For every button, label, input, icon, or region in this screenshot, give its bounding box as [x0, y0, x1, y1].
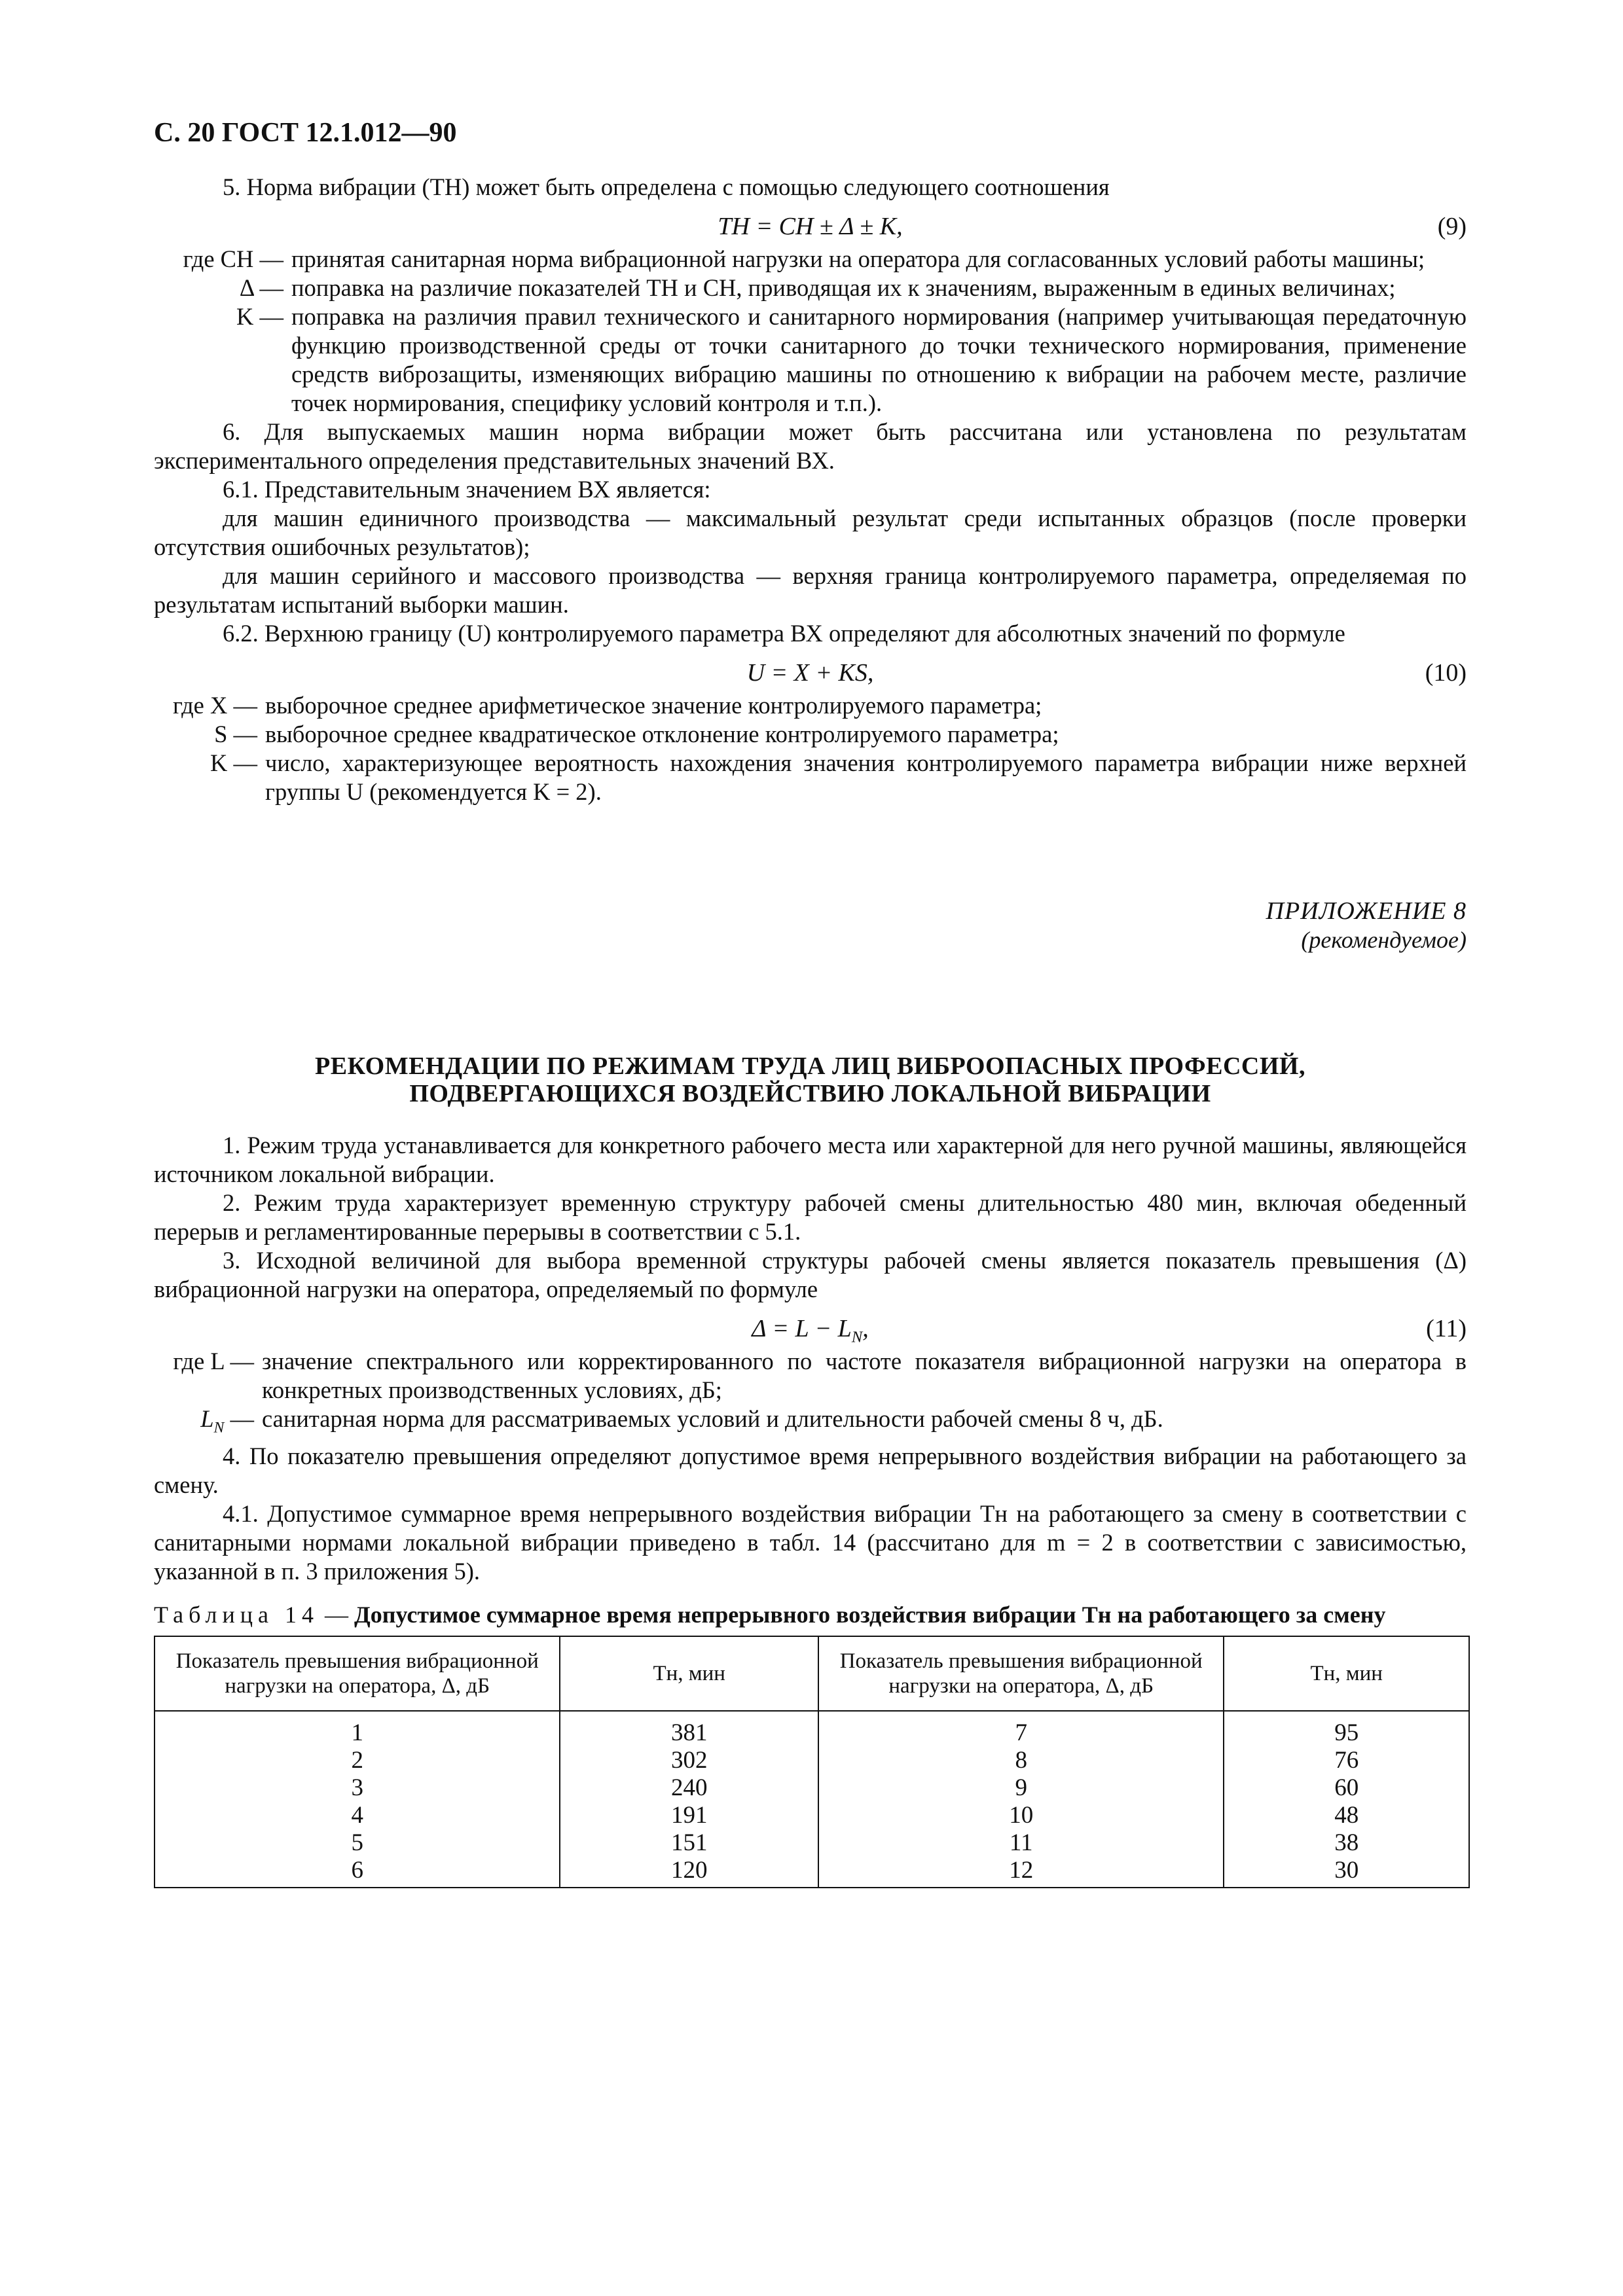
table-cell: 1	[155, 1711, 560, 1747]
definition-term-symbol: L	[200, 1405, 214, 1432]
table-cell: 2	[155, 1747, 560, 1774]
formula-10	[154, 658, 1467, 687]
table-caption-dash: —	[318, 1602, 354, 1628]
table-row	[155, 1829, 1469, 1857]
table-caption-title: Допустимое суммарное время непрерывного воздействия вибрации Tн на работающего за смену	[354, 1602, 1386, 1628]
formula-11-number: (11)	[1426, 1315, 1467, 1342]
definition-term: Δ —	[239, 274, 283, 301]
table-cell: 4	[155, 1802, 560, 1829]
table-header-row	[155, 1636, 1469, 1711]
table-header-cell: Показатель превышения вибрационной нагрузки на оператора, Δ, дБ	[818, 1636, 1224, 1711]
table-row	[155, 1774, 1469, 1802]
table-cell: 11	[818, 1829, 1224, 1857]
table-cell: 10	[818, 1802, 1224, 1829]
formula-11-main: Δ = L − L	[752, 1315, 852, 1342]
formula-9	[154, 212, 1467, 241]
table-cell: 30	[1224, 1857, 1469, 1888]
table-cell: 7	[818, 1711, 1224, 1747]
definition-term: где СН —	[183, 245, 283, 272]
formula-9-expression: ТН = СН ± Δ ± K,	[718, 213, 903, 240]
definition-term: K —	[210, 749, 257, 776]
definition-term: где X —	[172, 692, 257, 719]
table-cell: 191	[560, 1802, 818, 1829]
formula-9-definitions	[154, 245, 1467, 418]
table-cell: 151	[560, 1829, 818, 1857]
formula-11-tail: ,	[862, 1315, 869, 1342]
table-cell: 48	[1224, 1802, 1469, 1829]
vibration-time-table	[154, 1636, 1470, 1888]
table-cell: 240	[560, 1774, 818, 1802]
formula-9-number: (9)	[1437, 213, 1467, 240]
formula-10-expression: U = X + KS,	[746, 659, 874, 687]
definition-text: санитарная норма для рассматриваемых условий и длительности рабочей смены 8 ч, дБ.	[262, 1405, 1163, 1432]
definition-text: поправка на различие показателей ТН и СН, приводящая их к значениям, выраженным в единых величинах;	[291, 274, 1396, 301]
table-cell: 9	[818, 1774, 1224, 1802]
table-cell: 76	[1224, 1747, 1469, 1774]
recommendation-1: 1. Режим труда устанавливается для конкретного рабочего места или характерной для него ручной машины, являющейся источником локальной вибрации.	[154, 1132, 1467, 1187]
definition-text: принятая санитарная норма вибрационной нагрузки на оператора для согласованных условий работы машины;	[291, 245, 1425, 272]
paragraph-6: 6. Для выпускаемых машин норма вибрации может быть рассчитана или установлена по результатам экспериментального определения представительных значений ВХ.	[154, 418, 1467, 474]
definition-text: выборочное среднее арифметическое значение контролируемого параметра;	[265, 692, 1042, 719]
formula-10-number: (10)	[1425, 659, 1467, 687]
definition-term-dash: —	[224, 1405, 254, 1432]
definition-row	[154, 691, 1467, 720]
paragraph-5: 5. Норма вибрации (ТН) может быть определена с помощью следующего соотношения	[223, 173, 1110, 200]
definition-row	[154, 749, 1467, 806]
definition-row	[154, 274, 1467, 302]
appendix-subtitle: (рекомендуемое)	[1301, 927, 1467, 953]
definition-term	[154, 1405, 262, 1442]
appendix-title: ПРИЛОЖЕНИЕ 8	[1266, 897, 1467, 925]
table-header-cell: Tн, мин	[1224, 1636, 1469, 1711]
definition-row	[154, 1405, 1467, 1442]
table-cell: 5	[155, 1829, 560, 1857]
table-cell: 12	[818, 1857, 1224, 1888]
definition-row	[154, 302, 1467, 418]
table-cell: 381	[560, 1711, 818, 1747]
definition-row	[154, 1347, 1467, 1405]
document-page	[154, 117, 1467, 1888]
table-header-cell: Tн, мин	[560, 1636, 818, 1711]
table-row	[155, 1802, 1469, 1829]
section-title-line-1: РЕКОМЕНДАЦИИ ПО РЕЖИМАМ ТРУДА ЛИЦ ВИБРООПАСНЫХ ПРОФЕССИЙ,	[315, 1052, 1305, 1080]
definition-row	[154, 720, 1467, 749]
definition-term-subscript: N	[213, 1419, 225, 1437]
table-cell: 60	[1224, 1774, 1469, 1802]
table-cell: 302	[560, 1747, 818, 1774]
definition-text: значение спектрального или корректированного по частоте показателя вибрационной нагрузки на оператора в конкретных производственных условиях, дБ;	[262, 1348, 1467, 1403]
table-cell: 95	[1224, 1711, 1469, 1747]
definition-text: поправка на различия правил технического и санитарного нормирования (например учитывающая передаточную функцию производственной среды от точки санитарного до точки технического нормирования, применение средств виброзащиты, изменяющих вибрацию машины по отношению к вибрации на рабочем месте, различие точек нормирования, специфику условий контроля и т.п.).	[291, 303, 1467, 416]
section-title-line-2: ПОДВЕРГАЮЩИХСЯ ВОЗДЕЙСТВИЮ ЛОКАЛЬНОЙ ВИБРАЦИИ	[409, 1080, 1211, 1107]
table-cell: 6	[155, 1857, 560, 1888]
table-cell: 120	[560, 1857, 818, 1888]
paragraph-6-1: 6.1. Представительным значением ВХ является:	[223, 476, 711, 503]
table-caption-label: Таблица 14	[154, 1602, 319, 1628]
formula-11-expression	[154, 1314, 1467, 1352]
table-row	[155, 1711, 1469, 1747]
table-cell: 38	[1224, 1829, 1469, 1857]
formula-11-subscript: N	[851, 1328, 863, 1346]
page-header: С. 20 ГОСТ 12.1.012—90	[154, 118, 457, 148]
definition-term: K —	[236, 303, 283, 330]
definition-term: S —	[214, 721, 257, 747]
formula-11-definitions	[154, 1347, 1467, 1442]
recommendation-3: 3. Исходной величиной для выбора временной структуры рабочей смены является показатель превышения (Δ) вибрационной нагрузки на оператора, определяемый по формуле	[154, 1247, 1467, 1302]
definition-text: число, характеризующее вероятность нахождения значения контролируемого параметра вибрации ниже верхней группы U (рекомендуется K = 2).	[265, 749, 1467, 805]
recommendation-4: 4. По показателю превышения определяют допустимое время непрерывного воздействия вибрации на работающего за смену.	[154, 1443, 1467, 1499]
formula-11	[154, 1314, 1467, 1346]
definition-term: где L —	[173, 1348, 254, 1374]
paragraph-6-1-a: для машин единичного производства — максимальный результат среди испытанных образцов (после проверки отсутствия ошибочных результатов);	[154, 505, 1467, 560]
recommendation-4-1: 4.1. Допустимое суммарное время непрерывного воздействия вибрации Tн на работающего за смену в соответствии с санитарными нормами локальной вибрации приведено в табл. 14 (рассчитано для m = 2 в соответствии с зависимостью, указанной в п. 3 приложения 5).	[154, 1500, 1467, 1585]
formula-10-definitions	[154, 691, 1467, 806]
paragraph-6-2: 6.2. Верхнюю границу (U) контролируемого параметра ВХ определяют для абсолютных значений по формуле	[223, 620, 1345, 647]
table-header-cell: Показатель превышения вибрационной нагрузки на оператора, Δ, дБ	[155, 1636, 560, 1711]
table-cell: 3	[155, 1774, 560, 1802]
table-row	[155, 1857, 1469, 1888]
table-cell: 8	[818, 1747, 1224, 1774]
paragraph-6-1-b: для машин серийного и массового производства — верхняя граница контролируемого параметра, определяемая по результатам испытаний выборки машин.	[154, 562, 1467, 618]
definition-text: выборочное среднее квадратическое отклонение контролируемого параметра;	[265, 721, 1059, 747]
table-caption	[154, 1600, 1467, 1629]
recommendation-2: 2. Режим труда характеризует временную структуру рабочей смены длительностью 480 мин, включая обеденный перерыв и регламентированные перерывы в соответствии с 5.1.	[154, 1189, 1467, 1245]
table-row	[155, 1747, 1469, 1774]
definition-row	[154, 245, 1467, 274]
